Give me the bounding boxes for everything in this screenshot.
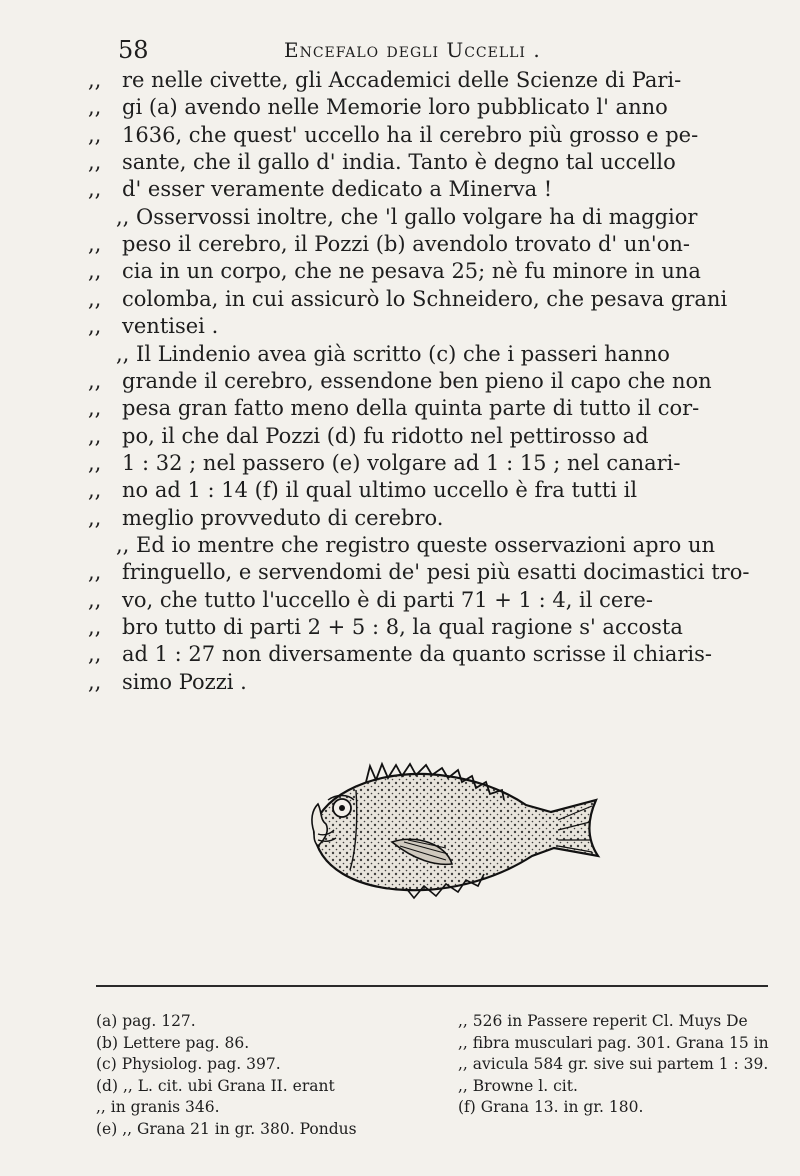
quote-mark: ,, bbox=[88, 587, 102, 612]
text-line bbox=[88, 203, 778, 231]
quote-mark: ,, bbox=[88, 177, 102, 202]
quote-mark: ,, bbox=[88, 615, 102, 639]
footnote-left-line: ,, in granis 346. bbox=[96, 1098, 220, 1116]
line-text: pesa gran fatto meno della quinta parte di tutto il cor- bbox=[122, 396, 700, 421]
quote-mark: ,, bbox=[88, 259, 102, 284]
footnote-rule bbox=[96, 985, 768, 987]
footnote-left-line: (b) Lettere pag. 86. bbox=[96, 1033, 250, 1052]
text-line bbox=[88, 66, 778, 94]
footnote-right-line: ,, avicula 584 gr. sive sui partem 1 : 39. bbox=[458, 1055, 769, 1073]
quote-mark: ,, bbox=[88, 232, 102, 257]
line-text: d' esser veramente dedicato a Minerva ! bbox=[122, 177, 553, 202]
line-text: simo Pozzi . bbox=[122, 669, 247, 694]
quote-mark: ,, bbox=[88, 286, 102, 311]
line-text: ,, Il Lindenio avea già scritto (c) che i passeri hanno bbox=[116, 341, 670, 366]
quote-mark: ,, bbox=[88, 450, 102, 475]
line-text: ,, Ed io mentre che registro queste osservazioni apro un bbox=[116, 532, 716, 557]
text-line bbox=[88, 586, 778, 614]
quote-mark: ,, bbox=[88, 95, 102, 120]
text-line bbox=[88, 668, 778, 696]
quote-mark: ,, bbox=[88, 642, 102, 667]
quote-mark: ,, bbox=[88, 478, 102, 503]
quote-mark: ,, bbox=[88, 122, 102, 147]
text-line bbox=[88, 285, 778, 313]
footnote-right-line: ,, Browne l. cit. bbox=[458, 1076, 578, 1095]
line-text: 1636, che quest' uccello ha il cerebro più grosso e pe- bbox=[122, 122, 699, 147]
line-text: fringuello, e servendomi de' pesi più esatti docimastici tro- bbox=[122, 560, 750, 585]
line-text: re nelle civette, gli Accademici delle Scienze di Pari- bbox=[122, 68, 682, 92]
quote-mark: ,, bbox=[88, 560, 102, 585]
text-line bbox=[88, 613, 778, 641]
text-line bbox=[88, 93, 778, 121]
text-line bbox=[88, 148, 778, 176]
text-line bbox=[88, 504, 778, 532]
text-line bbox=[88, 422, 778, 450]
line-text: cia in un corpo, che ne pesava 25; nè fu minore in una bbox=[122, 259, 701, 284]
running-head: Encefalo degli Uccelli . bbox=[284, 38, 541, 62]
text-line bbox=[88, 449, 778, 477]
line-text: ad 1 : 27 non diversamente da quanto scrisse il chiaris- bbox=[122, 642, 712, 667]
text-line bbox=[88, 394, 778, 422]
quote-mark: ,, bbox=[88, 423, 102, 448]
quote-mark: ,, bbox=[88, 68, 102, 92]
line-text: meglio provveduto di cerebro. bbox=[122, 505, 444, 530]
text-line bbox=[88, 531, 778, 559]
text-line bbox=[88, 476, 778, 504]
footnote-right-line: ,, fibra musculari pag. 301. Grana 15 in bbox=[458, 1033, 769, 1052]
text-line bbox=[88, 640, 778, 668]
line-text: vo, che tutto l'uccello è di parti 71 + 1 : 4, il cere- bbox=[122, 587, 653, 612]
text-line bbox=[88, 340, 778, 368]
line-text: 1 : 32 ; nel passero (e) volgare ad 1 : 15 ; nel canari- bbox=[122, 450, 681, 475]
line-text: gi (a) avendo nelle Memorie loro pubblicato l' anno bbox=[122, 95, 668, 120]
page-header bbox=[0, 36, 800, 66]
text-line bbox=[88, 230, 778, 258]
quote-mark: ,, bbox=[88, 368, 102, 393]
quote-mark: ,, bbox=[88, 396, 102, 421]
text-line bbox=[88, 312, 778, 340]
text-line bbox=[88, 175, 778, 203]
text-line bbox=[88, 367, 778, 395]
line-text: colomba, in cui assicurò lo Schneidero, che pesava grani bbox=[122, 286, 728, 311]
footnote-left-line: (a) pag. 127. bbox=[96, 1012, 196, 1030]
woodcut-fish-icon bbox=[296, 760, 616, 900]
quote-mark: ,, bbox=[88, 314, 102, 339]
text-line bbox=[88, 558, 778, 586]
page-number: 58 bbox=[118, 36, 149, 64]
footnote-left-line: (c) Physiolog. pag. 397. bbox=[96, 1055, 281, 1073]
line-text: bro tutto di parti 2 + 5 : 8, la qual ragione s' accosta bbox=[122, 615, 683, 639]
quote-mark: ,, bbox=[88, 669, 102, 694]
quote-mark: ,, bbox=[88, 505, 102, 530]
footnote-right-line: ,, 526 in Passere reperit Cl. Muys De bbox=[458, 1012, 748, 1030]
line-text: grande il cerebro, essendone ben pieno il capo che non bbox=[122, 368, 712, 393]
footnote-right-line: (f) Grana 13. in gr. 180. bbox=[458, 1098, 644, 1116]
line-text: po, il che dal Pozzi (d) fu ridotto nel pettirosso ad bbox=[122, 423, 649, 448]
footnote-left-line: (e) ,, Grana 21 in gr. 380. Pondus bbox=[96, 1119, 357, 1138]
line-text: no ad 1 : 14 (f) il qual ultimo uccello è fra tutti il bbox=[122, 478, 638, 503]
line-text: peso il cerebro, il Pozzi (b) avendolo trovato d' un'on- bbox=[122, 232, 690, 257]
line-text: sante, che il gallo d' india. Tanto è degno tal uccello bbox=[122, 150, 676, 175]
quote-mark: ,, bbox=[88, 150, 102, 175]
footnote-left-line: (d) ,, L. cit. ubi Grana II. erant bbox=[96, 1076, 335, 1095]
line-text: ,, Osservossi inoltre, che 'l gallo volgare ha di maggior bbox=[116, 204, 698, 229]
text-line bbox=[88, 121, 778, 149]
line-text: ventisei . bbox=[122, 314, 219, 339]
text-line bbox=[88, 257, 778, 285]
